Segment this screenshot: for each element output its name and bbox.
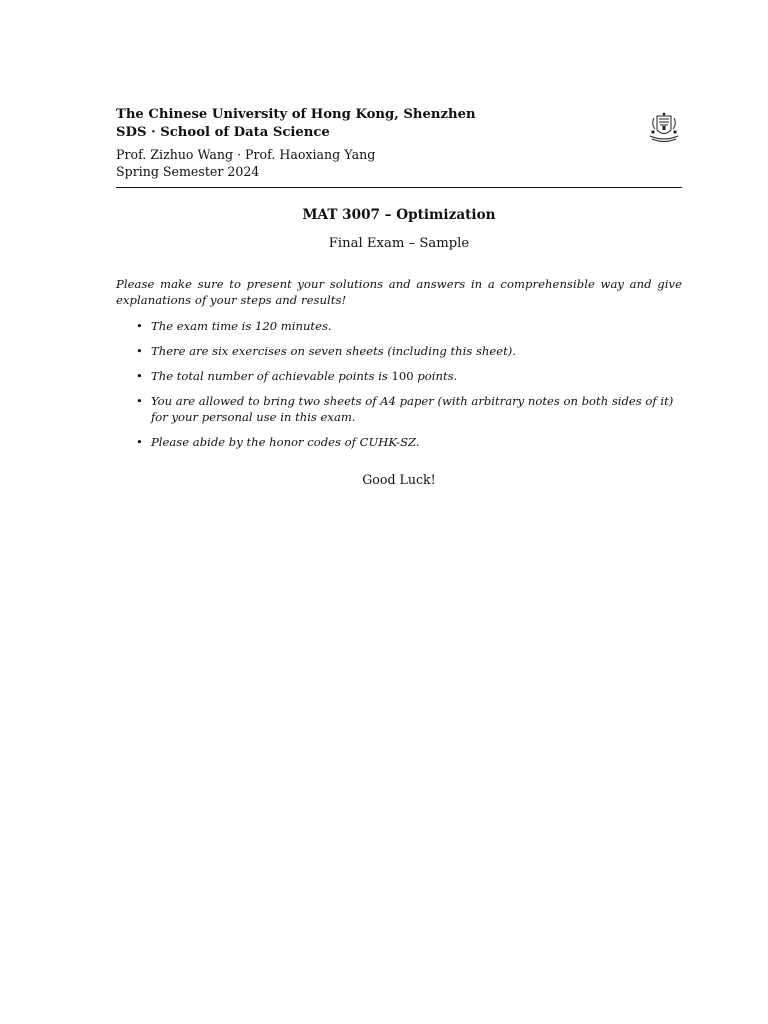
exam-subtitle: Final Exam – Sample (328, 236, 470, 251)
list-item-text: You are allowed to bring two sheets of A4 paper (with arbitrary notes on both sides of it) for your personal use in this exam. (151, 394, 674, 424)
university-name: The Chinese University of Hong Kong, Shenzhen (116, 107, 476, 122)
list-item (116, 318, 682, 334)
course-title: MAT 3007 – Optimization (302, 207, 496, 223)
bullet-icon: • (136, 344, 143, 358)
bullet-icon: • (136, 394, 143, 408)
university-crest-icon (646, 110, 682, 146)
professors: Prof. Zizhuo Wang · Prof. Haoxiang Yang (116, 147, 376, 162)
list-item (116, 343, 682, 359)
points-value: 100 (391, 369, 414, 383)
list-item (116, 393, 682, 425)
closing-message: Good Luck! (362, 472, 436, 487)
instructions-intro: Please make sure to present your solutions and answers in a comprehensible way and give explanations of your steps and results! (116, 277, 682, 307)
bullet-icon: • (136, 435, 143, 449)
document-header (116, 106, 682, 180)
points-text-after: points. (413, 369, 458, 383)
instructions-list (116, 318, 682, 459)
list-item-text: The exam time is 120 minutes. (151, 319, 332, 333)
school-name: SDS · School of Data Science (116, 125, 330, 140)
points-text-before: The total number of achievable points is (151, 369, 392, 383)
list-item-text: Please abide by the honor codes of CUHK-SZ. (151, 435, 420, 449)
bullet-icon: • (136, 369, 143, 383)
header-divider (116, 187, 682, 188)
list-item-text: There are six exercises on seven sheets (including this sheet). (151, 344, 516, 358)
list-item (116, 368, 682, 384)
bullet-icon: • (136, 319, 143, 333)
semester: Spring Semester 2024 (116, 164, 260, 179)
list-item (116, 434, 682, 450)
